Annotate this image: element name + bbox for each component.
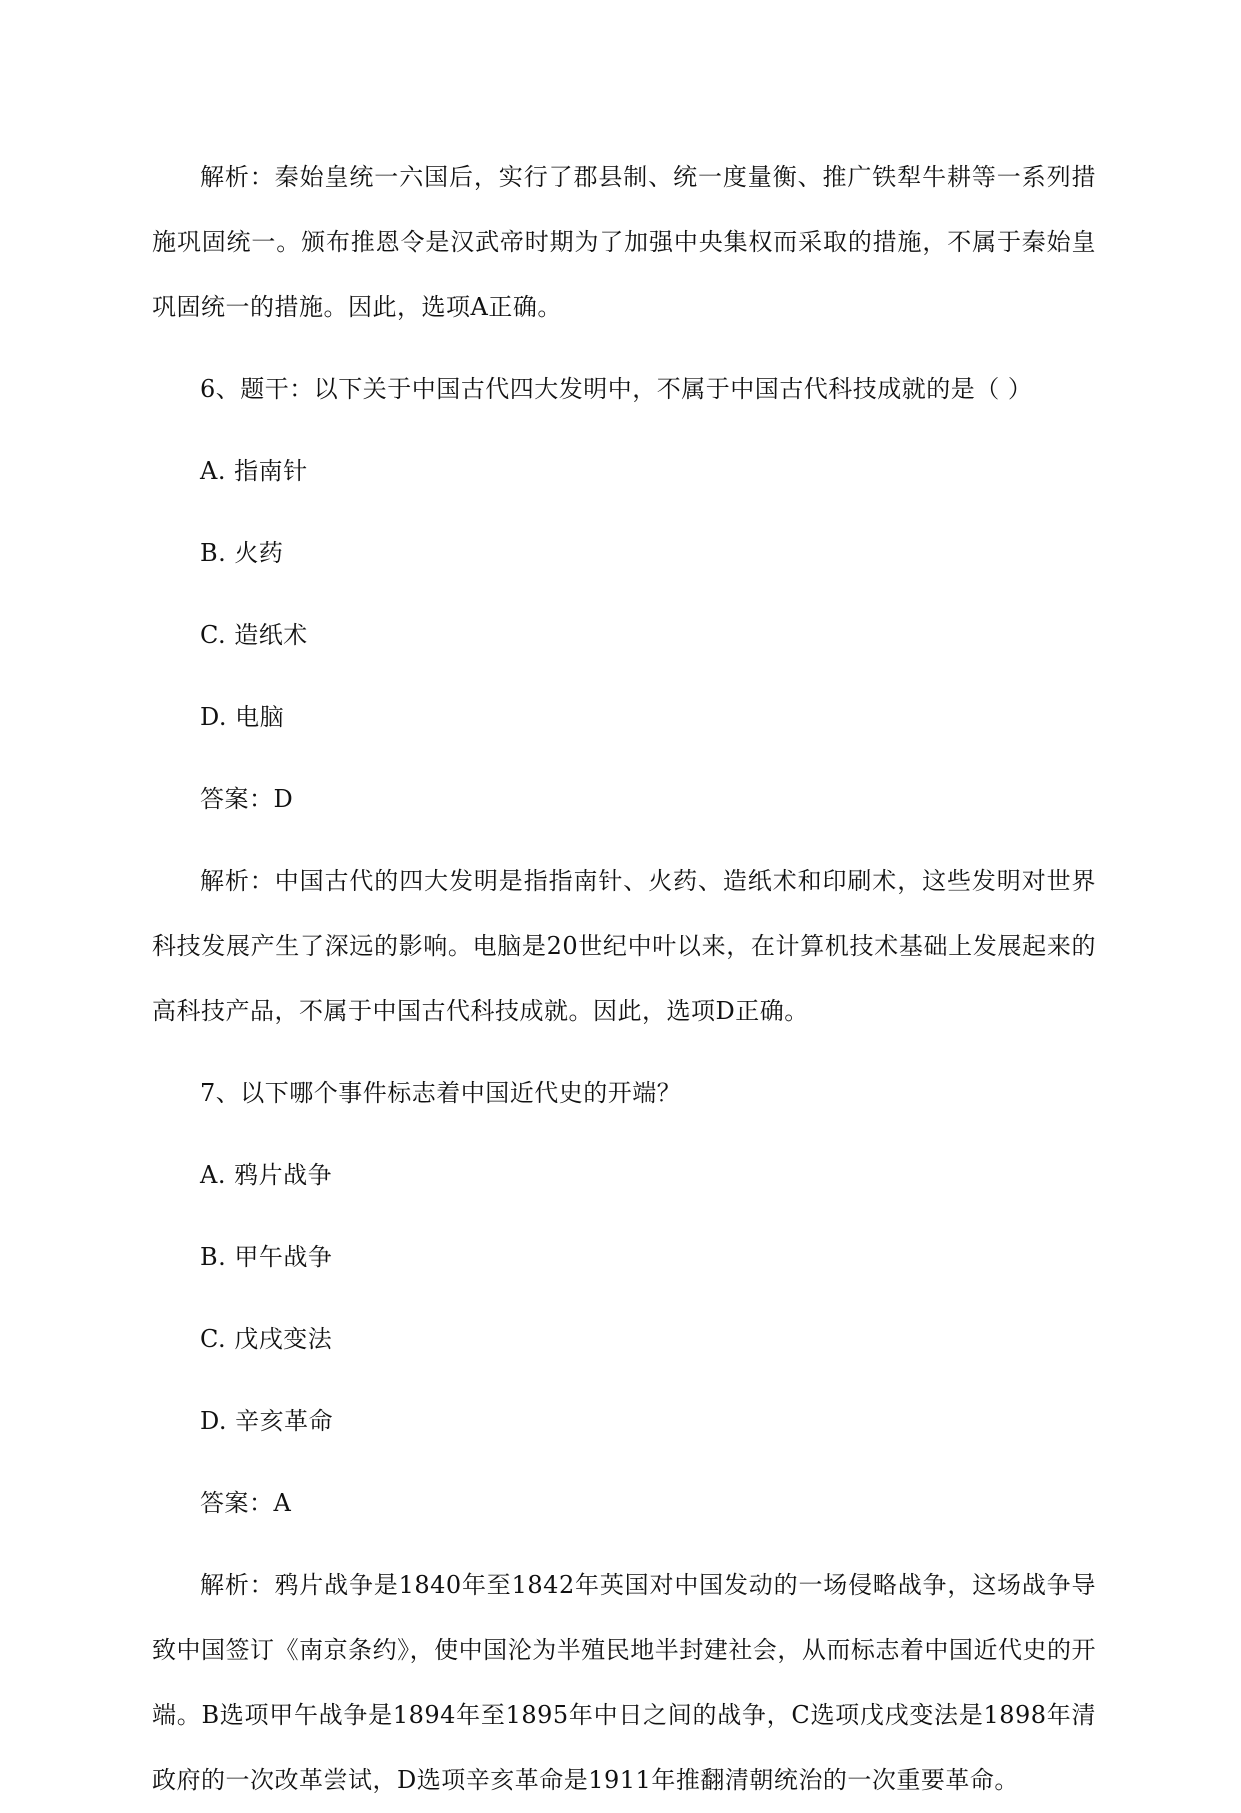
question-7-stem: 7、以下哪个事件标志着中国近代史的开端？ — [200, 1079, 682, 1107]
question-6-option-d: D. 电脑 — [200, 703, 285, 731]
question-6-option-b: B. 火药 — [200, 539, 284, 567]
question-7-option-c: C. 戊戌变法 — [200, 1325, 333, 1353]
question-6-stem: 6、题干：以下关于中国古代四大发明中，不属于中国古代科技成就的是（ ） — [200, 375, 1033, 403]
question-6-option-c: C. 造纸术 — [200, 621, 308, 649]
question-6-answer: 答案：D — [200, 785, 294, 813]
analysis-q6: 解析：中国古代的四大发明是指指南针、火药、造纸术和印刷术，这些发明对世界科技发展产生了深远的影响。电脑是20世纪中叶以来，在计算机技术基础上发展起来的高科技产品，不属于中国古代科技成就。因此，选项D正确。 — [152, 867, 1096, 1025]
question-7-option-a: A. 鸦片战争 — [200, 1161, 333, 1189]
question-7-option-b: B. 甲午战争 — [200, 1243, 333, 1271]
document-body — [152, 145, 1096, 1813]
question-7-answer: 答案：A — [200, 1489, 292, 1517]
analysis-q5: 解析：秦始皇统一六国后，实行了郡县制、统一度量衡、推广铁犁牛耕等一系列措施巩固统一。颁布推恩令是汉武帝时期为了加强中央集权而采取的措施，不属于秦始皇巩固统一的措施。因此，选项A正确。 — [152, 163, 1096, 321]
question-7-option-d: D. 辛亥革命 — [200, 1407, 334, 1435]
analysis-q7: 解析：鸦片战争是1840年至1842年英国对中国发动的一场侵略战争，这场战争导致中国签订《南京条约》，使中国沦为半殖民地半封建社会，从而标志着中国近代史的开端。B选项甲午战争是1894年至1895年中日之间的战争，C选项戊戌变法是1898年清政府的一次改革尝试，D选项辛亥革命是1911年推翻清朝统治的一次重要革命。 — [152, 1571, 1096, 1794]
question-6-option-a: A. 指南针 — [200, 457, 308, 485]
